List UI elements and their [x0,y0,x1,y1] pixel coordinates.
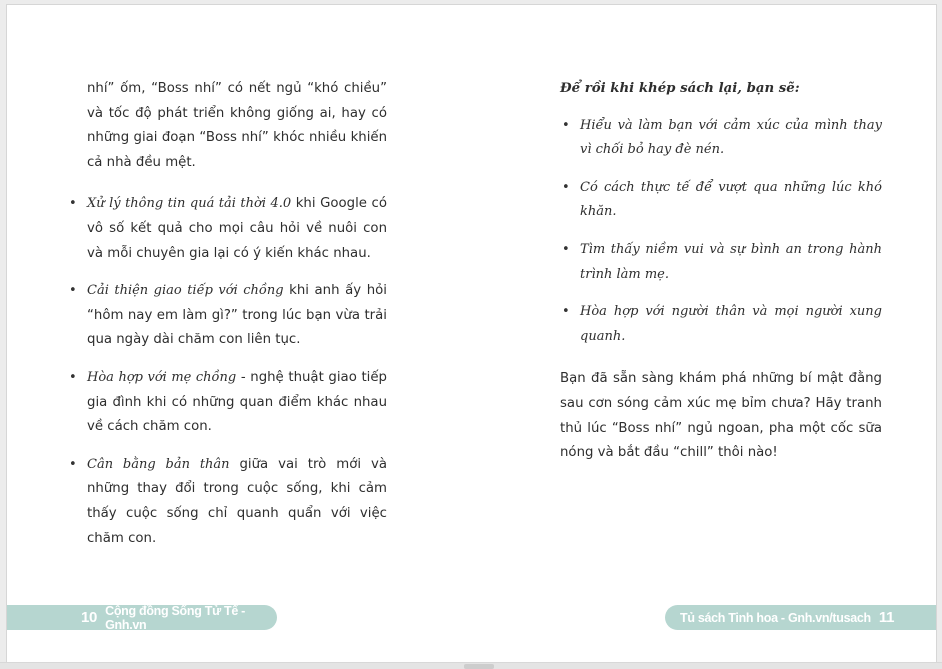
closing-paragraph: Bạn đã sẵn sàng khám phá những bí mật đằng sau cơn sóng cảm xúc mẹ bỉm chưa? Hãy tranh thủ lúc “Boss nhí” ngủ ngoan, pha một cốc sữa nóng và bắt đầu “chill” thôi nào! [560,371,882,461]
item-emphasis: Cải thiện giao tiếp với chồng [87,283,284,299]
page-11 [472,5,937,662]
bullet-icon: • [562,179,570,195]
list-item [69,279,387,353]
bullet-icon: • [69,456,77,472]
list-item [69,192,387,266]
page-number: 10 [81,609,98,626]
item-text: giữa vai trò mới và những thay đổi trong cuộc sống, khi cảm thấy cuộc sống chỉ quanh quẩn với việc chăm con. [87,456,387,546]
bullet-icon: • [562,241,570,257]
item-text: - nghệ thuật giao tiếp gia đình khi có những quan điểm khác nhau về cách chăm con. [87,369,387,435]
list-item [560,176,882,225]
list-item [560,300,882,349]
scrollbar-thumb[interactable] [464,664,494,669]
bullet-icon: • [562,117,570,133]
left-footer-bar [6,605,277,630]
left-bullet-list [69,192,387,551]
item-emphasis: Cân bằng bản thân [87,456,230,472]
item-text: Có cách thực tế để vượt qua những lúc khó khăn. [580,179,882,220]
bullet-icon: • [562,304,570,320]
list-item [69,453,387,551]
book-spread [6,4,937,662]
right-page-body [560,77,882,466]
item-text: Hiểu và làm bạn với cảm xúc của mình thay vì chối bỏ hay đè nén. [580,117,882,158]
item-emphasis: Xử lý thông tin quá tải thời 4.0 [87,196,292,212]
bullet-icon: • [69,196,77,212]
bullet-icon: • [69,283,77,299]
continuation-paragraph: nhí” ốm, “Boss nhí” có nết ngủ “khó chiều” và tốc độ phát triển không giống ai, hay có những giai đoạn “Boss nhí” khóc nhiều khiến cả nhà đều mệt. [87,81,387,170]
footer-label: Cộng đồng Sống Tử Tế - Gnh.vn [105,603,246,632]
footer-label: Tủ sách Tinh hoa - Gnh.vn/tusach [680,610,871,625]
item-text: Tìm thấy niềm vui và sự bình an trong hành trình làm mẹ. [580,241,882,282]
right-footer-bar [665,605,937,630]
list-item [69,366,387,440]
item-text: khi anh ấy hỏi “hôm nay em làm gì?” trong lúc bạn vừa trải qua ngày dài chăm con liên tục. [87,283,387,348]
page-10 [7,5,472,662]
bullet-icon: • [69,369,77,385]
item-emphasis: Hòa hợp với mẹ chồng [87,369,237,385]
item-text: Hòa hợp với người thân và mọi người xung quanh. [580,304,882,344]
horizontal-scrollbar[interactable] [0,662,942,669]
right-bullet-list [560,114,882,350]
section-heading: Để rồi khi khép sách lại, bạn sẽ: [560,81,800,96]
list-item [560,114,882,163]
list-item [560,238,882,287]
page-number: 11 [878,609,895,626]
item-text: khi Google có vô số kết quả cho mọi câu hỏi về nuôi con và mỗi chuyên gia lại có ý kiến khác nhau. [87,196,387,261]
left-page-body [69,77,387,551]
